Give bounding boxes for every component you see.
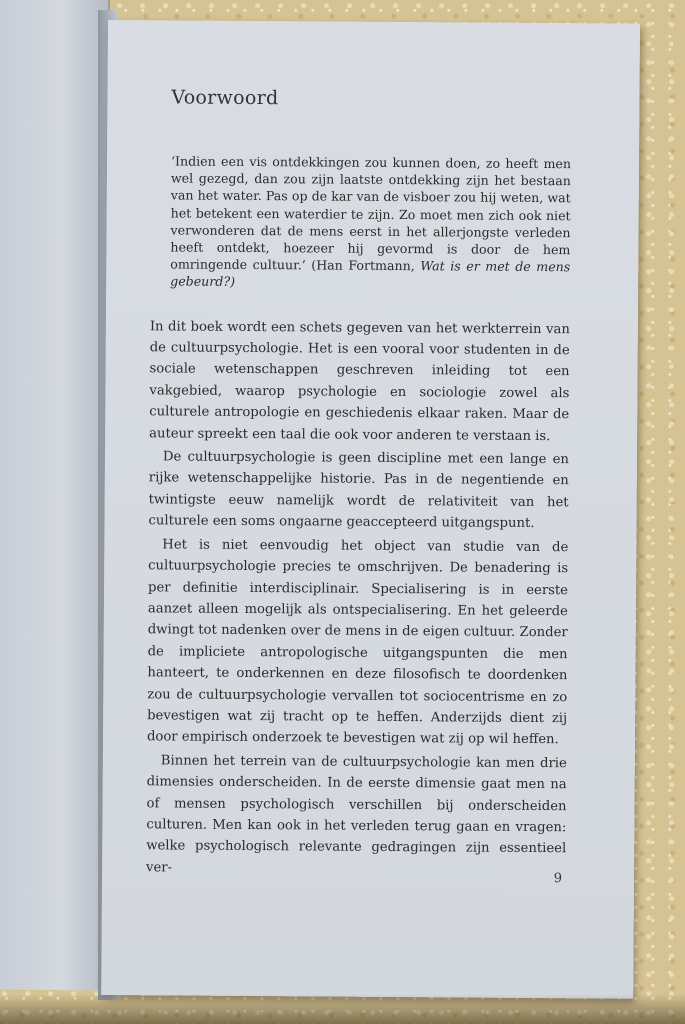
quote-source-title: Wat is er met de mens gebeurd?)	[170, 258, 571, 290]
left-page	[0, 0, 110, 991]
paragraph: De cultuurpsychologie is geen discipline met een lange en rijke wetenschappelijke historie. Pas in de negentiende en twintigste eeuw namelijk wordt de relativiteit van het culturele een soms ongaarne geaccepteerd uitgangspunt.	[148, 449, 569, 532]
paragraph: In dit boek wordt een schets gegeven van het werkterrein van de cultuurpsychologie. Het is een vooral voor studenten in de sociale wetenschappen geschreven inleiding tot een vakgebied, waarop psychologie en sociologie zowel als culturele antropologie en geschiedenis elkaar raken. Maar de auteur spreekt een taal die ook voor anderen te verstaan is.	[149, 318, 570, 444]
page-content	[146, 80, 572, 883]
book-page	[101, 20, 640, 999]
epigraph-quote	[170, 152, 571, 292]
page-number: 9	[553, 871, 563, 887]
paragraph: Het is niet eenvoudig het object van studie van de cultuurpsychologie precies te omschrijven. De benadering is per definitie interdisciplinair. Specialisering is in eerste aanzet alleen mogelijk als ontspecialisering. En het geleerde dwingt tot nadenken over de mens in de eigen cultuur. Zonder de impliciete antropologische uitgangspunten die men hanteert, te onderkennen en deze filosofisch te doordenken zou de cultuurpsychologie vervallen tot sociocentrisme en zo bevestigen wat zij tracht op te heffen. Anderzijds dient zij door empirisch onderzoek te bevestigen wat zij op wil heffen.	[146, 537, 569, 748]
quote-text: ‘Indien een vis ontdekkingen zou kunnen doen, zo heeft men wel gezegd, dan zou zijn laatste ontdekking zijn het bestaan van het water. Pas op de kar van de visboer zou hij weten, wat het betekent een waterdier te zijn. Zo moet men zich ook niet verwonderen dat de mens eerst in het allerjongste verleden heeft ontdekt, hoezeer hij gevormd is door de hem omringende cultuur.’ (Han Fortmann,	[170, 153, 572, 274]
page-title: Voorwoord	[171, 86, 279, 110]
paragraph: Binnen het terrein van de cultuurpsychologie kan men drie dimensies onderscheiden. In de eerste dimensie gaat men na of mensen psychologisch verschillen bij onderscheiden culturen. Men kan ook in het verleden terug gaan en vragen: welke psychologisch relevante gedragingen zijn essentieel ver-	[146, 753, 567, 876]
bottom-shadow	[0, 994, 685, 1024]
